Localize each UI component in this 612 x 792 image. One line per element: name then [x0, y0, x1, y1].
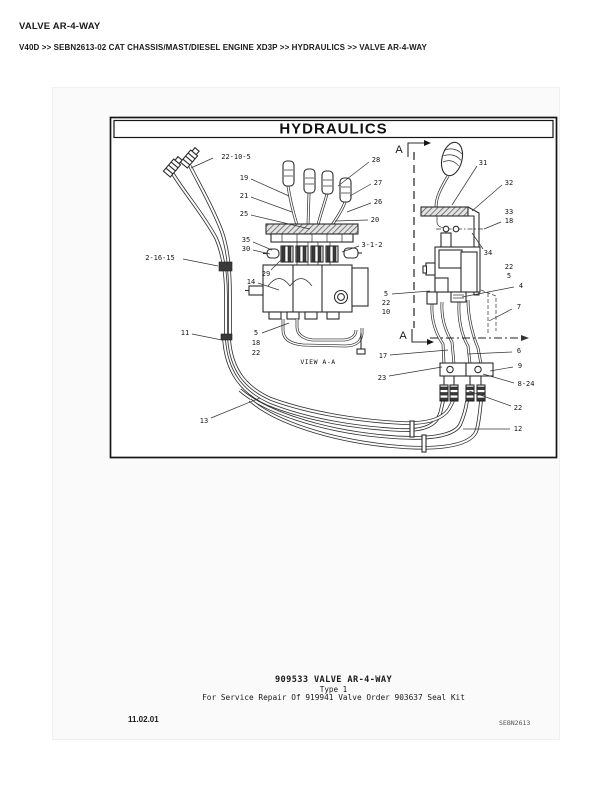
callout-label: 7: [516, 303, 522, 311]
page-title: VALVE AR-4-WAY: [19, 21, 101, 32]
callout-label: 29: [261, 270, 271, 278]
caption-part-title: 909533 VALVE AR-4-WAY: [274, 675, 393, 685]
figure-title: HYDRAULICS: [279, 120, 388, 138]
callout-label: 25: [239, 210, 249, 218]
callout-label: 23: [377, 374, 387, 382]
callout-label: 31: [478, 159, 488, 167]
bracket-bolt: [453, 226, 459, 232]
callout-label: 10: [381, 308, 391, 316]
callout-label: 35: [241, 236, 251, 244]
callout-label: 21: [239, 192, 249, 200]
callout-label: 8-24: [517, 380, 535, 388]
footer-date: 11.02.01: [128, 715, 159, 724]
figure-canvas: [108, 115, 560, 461]
figure-caption: [110, 676, 557, 703]
callout-label: 26: [373, 198, 383, 206]
callout-label: 6: [516, 347, 522, 355]
caption-service-note: For Service Repair Of 919941 Valve Order 903637 Seal Kit: [202, 693, 465, 703]
callout-label: 34: [483, 249, 493, 257]
breadcrumb: V40D >> SEBN2613-02 CAT CHASSIS/MAST/DIESEL ENGINE XD3P >> HYDRAULICS >> VALVE AR-4-WAY: [19, 43, 427, 52]
callout-label: 2-16-15: [145, 254, 175, 262]
side-fitting: [427, 292, 437, 304]
side-mounting-plate: [421, 207, 468, 216]
hose-tie: [410, 421, 414, 437]
callout-label: 18: [504, 217, 514, 225]
footer-doc-code: SEBN2613: [499, 719, 531, 727]
callout-label: 14: [246, 278, 256, 286]
callout-label: 9: [517, 362, 523, 370]
callout-label: 5: [253, 329, 259, 337]
callout-label: 22: [251, 349, 261, 357]
callout-label: 27: [373, 179, 383, 187]
callout-label: 11: [180, 329, 190, 337]
caption-type: Type 1: [319, 684, 348, 694]
hose-clamp: [219, 262, 232, 271]
bracket-bolt: [443, 226, 449, 232]
callout-label: 19: [239, 174, 249, 182]
callout-label: 20: [370, 216, 380, 224]
hose-tie: [422, 435, 426, 452]
callout-label: 17: [378, 352, 388, 360]
callout-label: 30: [241, 245, 251, 253]
hose-clamps: [440, 363, 493, 376]
mounting-plate: [266, 224, 358, 234]
hose-band: [221, 334, 232, 340]
valve-knob: [249, 286, 263, 295]
callout-label: 32: [504, 179, 514, 187]
callout-label: 22: [504, 263, 514, 271]
callout-label: 13: [199, 417, 209, 425]
callout-label: 33: [504, 208, 514, 216]
callout-label: 4: [518, 282, 524, 290]
callout-label: 18: [251, 339, 261, 347]
section-marker-bottom: A: [399, 329, 407, 342]
callout-label: 22: [513, 404, 523, 412]
callout-label: 12: [513, 425, 523, 433]
callout-label: 28: [371, 156, 381, 164]
section-marker-top: A: [395, 143, 403, 156]
callout-label: 3-1-2: [361, 241, 383, 249]
view-label: VIEW A-A: [300, 358, 336, 366]
side-fitting: [426, 263, 435, 275]
callout-label: 5: [383, 290, 389, 298]
valve-port: [335, 291, 348, 304]
callout-label: 22-10-5: [221, 153, 251, 161]
callout-label: 22: [381, 299, 391, 307]
callout-label: 5: [506, 272, 512, 280]
